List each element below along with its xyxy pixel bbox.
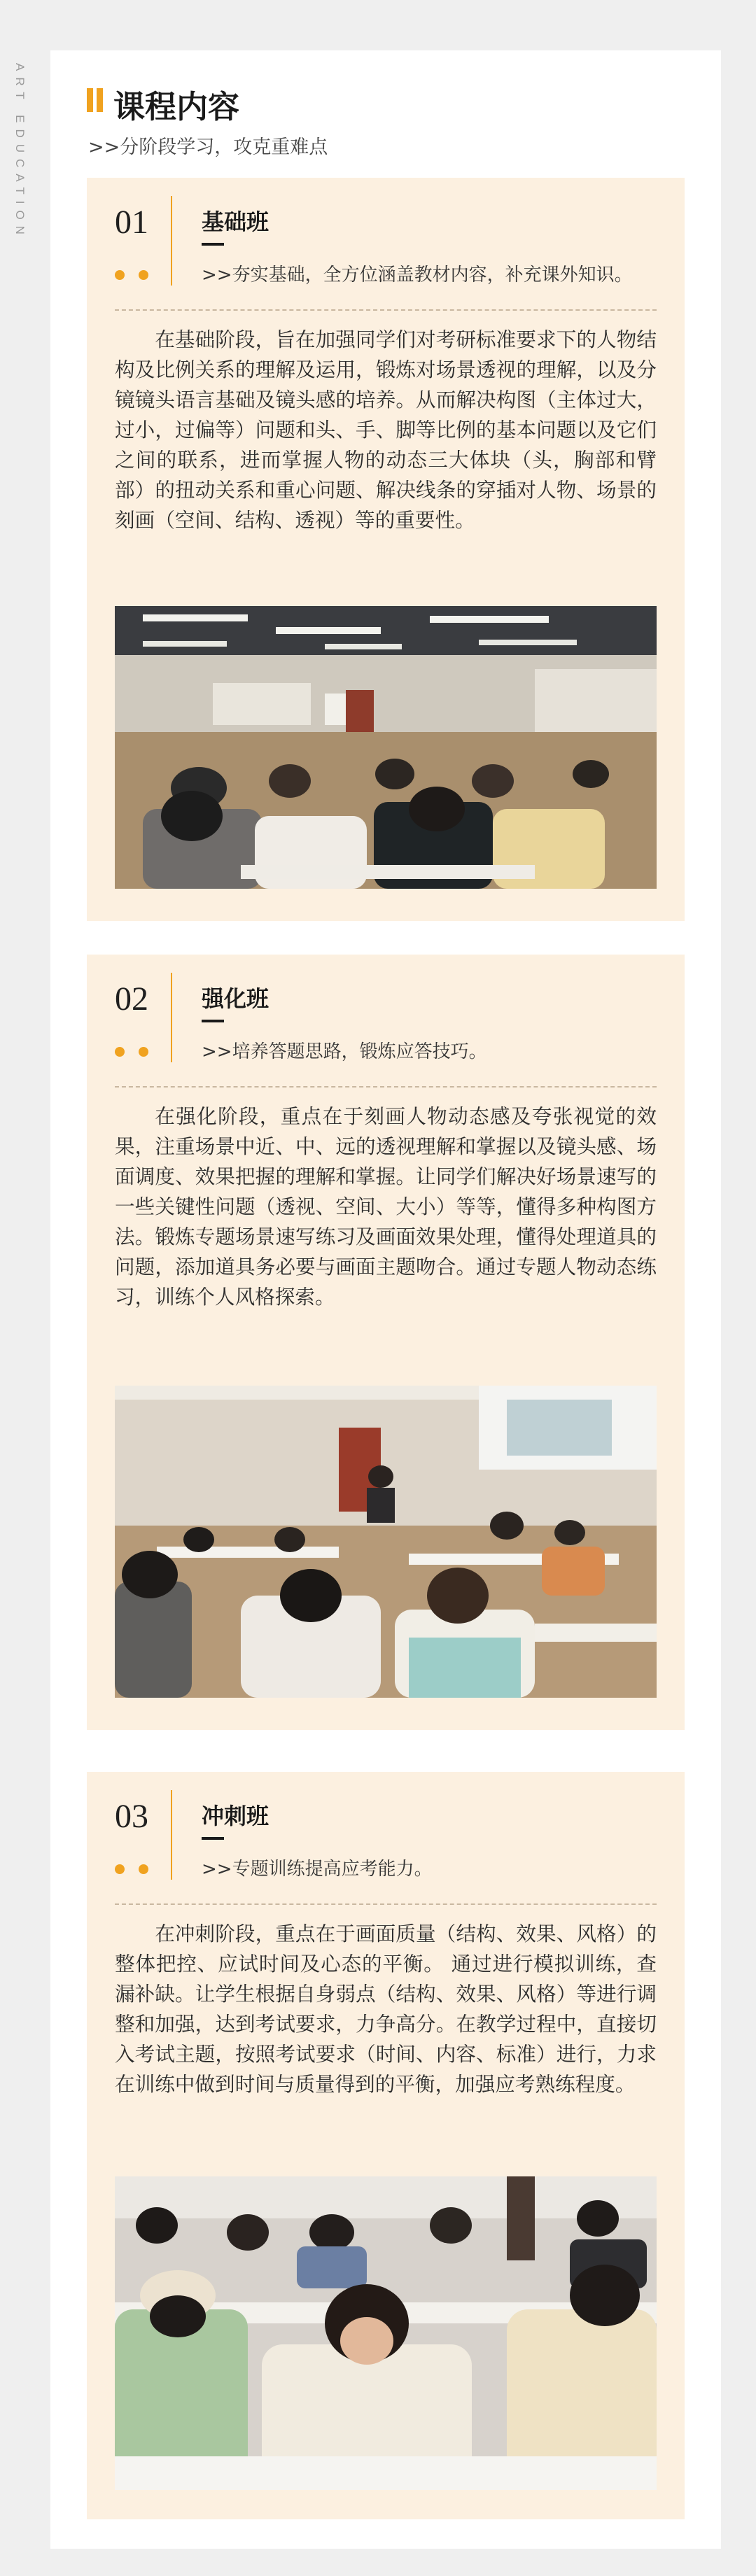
card-title: 强化班 bbox=[202, 985, 270, 1012]
card-number: 02 bbox=[115, 980, 148, 1018]
card-body-text: 在冲刺阶段，重点在于画面质量（结构、效果、风格）的整体把控、应试时间及心态的平衡。 通过进行模拟训练，查漏补缺。让学生根据自身弱点（结构、效果、风格）等进行调整和加强，达到考试要求，力争高分。在教学过程中，直接切入考试主题，按照考试要求（时间、内容、标准）进行，力求在训练中做到时间与质量得到的平衡，加强应考熟练程度。 bbox=[115, 1922, 657, 2096]
page-subtitle: >>分阶段学习，攻克重难点 bbox=[88, 136, 328, 158]
header-accent-bars bbox=[87, 88, 105, 112]
dots-icon bbox=[115, 1047, 157, 1057]
card-divider-vertical bbox=[171, 196, 172, 286]
classroom-photo bbox=[115, 606, 657, 889]
card-divider-vertical bbox=[171, 973, 172, 1062]
classroom-photo bbox=[115, 2176, 657, 2490]
card-number: 01 bbox=[115, 204, 148, 241]
dots-icon bbox=[115, 270, 157, 280]
card-number: 03 bbox=[115, 1798, 148, 1835]
title-underline bbox=[202, 1020, 224, 1022]
card-subtitle: >>专题训练提高应考能力。 bbox=[202, 1859, 433, 1880]
title-underline bbox=[202, 243, 224, 246]
course-card-sprint bbox=[87, 1772, 685, 2519]
title-underline bbox=[202, 1837, 224, 1840]
course-card-intensive bbox=[87, 955, 685, 1730]
dashed-divider bbox=[115, 1903, 657, 1905]
card-body-text: 在强化阶段，重点在于刻画人物动态感及夸张视觉的效果，注重场景中近、中、远的透视理解和掌握以及镜头感、场面调度、效果把握的理解和掌握。让同学们解决好场景速写的一些关键性问题（透视、空间、大小）等等，懂得多种构图方法。锻炼专题场景速写练习及画面效果处理，懂得处理道具的问题，添加道具务必要与画面主题吻合。通过专题人物动态练习，训练个人风格探索。 bbox=[115, 1104, 657, 1309]
dots-icon bbox=[115, 1864, 157, 1874]
card-divider-vertical bbox=[171, 1790, 172, 1880]
card-body-text: 在基础阶段，旨在加强同学们对考研标准要求下的人物结构及比例关系的理解及运用，锻炼对场景透视的理解，以及分镜镜头语言基础及镜头感的培养。从而解决构图（主体过大，过小，过偏等）问题和头、手、脚等比例的基本问题以及它们之间的联系，进而掌握人物的动态三大体块（头，胸部和臂部）的扭动关系和重心问题、解决线条的穿插对人物、场景的刻画（空间、结构、透视）等的重要性。 bbox=[115, 328, 657, 532]
card-subtitle: >>培养答题思路，锻炼应答技巧。 bbox=[202, 1041, 487, 1062]
page-title: 课程内容 bbox=[113, 88, 240, 125]
card-subtitle: >>夯实基础，全方位涵盖教材内容，补充课外知识。 bbox=[202, 265, 633, 286]
classroom-photo bbox=[115, 1386, 657, 1698]
content-panel bbox=[50, 50, 721, 2549]
dashed-divider bbox=[115, 1086, 657, 1088]
side-vertical-text: ART EDUCATION bbox=[13, 63, 27, 241]
card-title: 基础班 bbox=[202, 209, 270, 235]
course-card-basic bbox=[87, 178, 685, 921]
dashed-divider bbox=[115, 309, 657, 311]
card-title: 冲刺班 bbox=[202, 1803, 270, 1829]
